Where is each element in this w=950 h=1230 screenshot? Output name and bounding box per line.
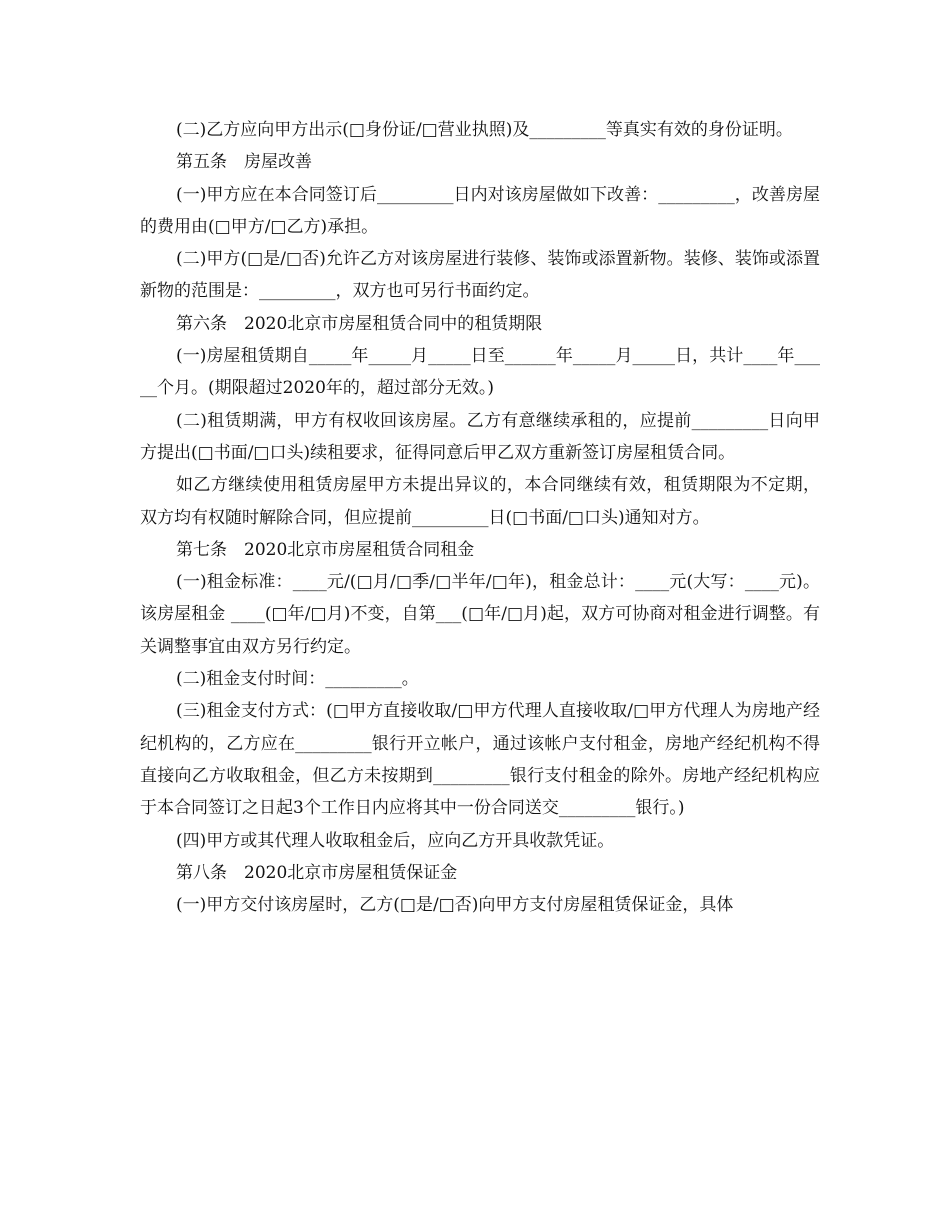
- paragraph-lease-term-3: 如乙方继续使用租赁房屋甲方未提出异议的，本合同继续有效，租赁期限为不定期，双方均有权随时解除合同，但应提前_________日(□书面/□口头)通知对方。: [140, 475, 820, 528]
- paragraph-lease-term-1: (一)房屋租赁期自_____年_____月_____日至______年_____月_____日，共计____年_____个月。(期限超过2020年的，超过部分无效。): [140, 346, 820, 399]
- paragraph-improvement-1: (一)甲方应在本合同签订后_________日内对该房屋做如下改善：_________，改善房屋的费用由(□甲方/□乙方)承担。: [140, 184, 820, 237]
- heading-article-7: 第七条 2020北京市房屋租赁合同租金: [176, 539, 475, 560]
- heading-article-5: 第五条 房屋改善: [176, 152, 312, 173]
- heading-article-8: 第八条 2020北京市房屋租赁保证金: [176, 862, 458, 883]
- document-body: [140, 114, 820, 921]
- paragraph-rent-1: (一)租金标准：____元/(□月/□季/□半年/□年)，租金总计：____元(大写：____元)。该房屋租金 ____(□年/□月)不变，自第___(□年/□月)起，双方可协商对租金进行调整。有关调整事宜由双方另行约定。: [140, 572, 820, 657]
- paragraph-deposit-1: (一)甲方交付该房屋时，乙方(□是/□否)向甲方支付房屋租赁保证金，具体: [176, 895, 734, 916]
- paragraph-rent-4: (四)甲方或其代理人收取租金后，应向乙方开具收款凭证。: [176, 830, 615, 851]
- paragraph-identity-proof: (二)乙方应向甲方出示(□身份证/□营业执照)及_________等真实有效的身份证明。: [176, 120, 793, 140]
- heading-article-6: 第六条 2020北京市房屋租赁合同中的租赁期限: [176, 313, 543, 334]
- paragraph-improvement-2: (二)甲方(□是/□否)允许乙方对该房屋进行装修、装饰或添置新物。装修、装饰或添置新物的范围是：_________，双方也可另行书面约定。: [140, 249, 820, 302]
- paragraph-rent-3: (三)租金支付方式：(□甲方直接收取/□甲方代理人直接收取/□甲方代理人为房地产经纪机构的，乙方应在_________银行开立帐户，通过该帐户支付租金，房地产经纪机构不得直接向乙方收取租金，但乙方未按期到_________银行支付租金的除外。房地产经纪机构应于本合同签订之日起3个工作日内应将其中一份合同送交_________银行。): [140, 701, 820, 819]
- paragraph-lease-term-2: (二)租赁期满，甲方有权收回该房屋。乙方有意继续承租的，应提前_________日向甲方提出(□书面/□口头)续租要求，征得同意后甲乙双方重新签订房屋租赁合同。: [140, 410, 820, 463]
- paragraph-rent-2: (二)租金支付时间：_________。: [176, 669, 419, 690]
